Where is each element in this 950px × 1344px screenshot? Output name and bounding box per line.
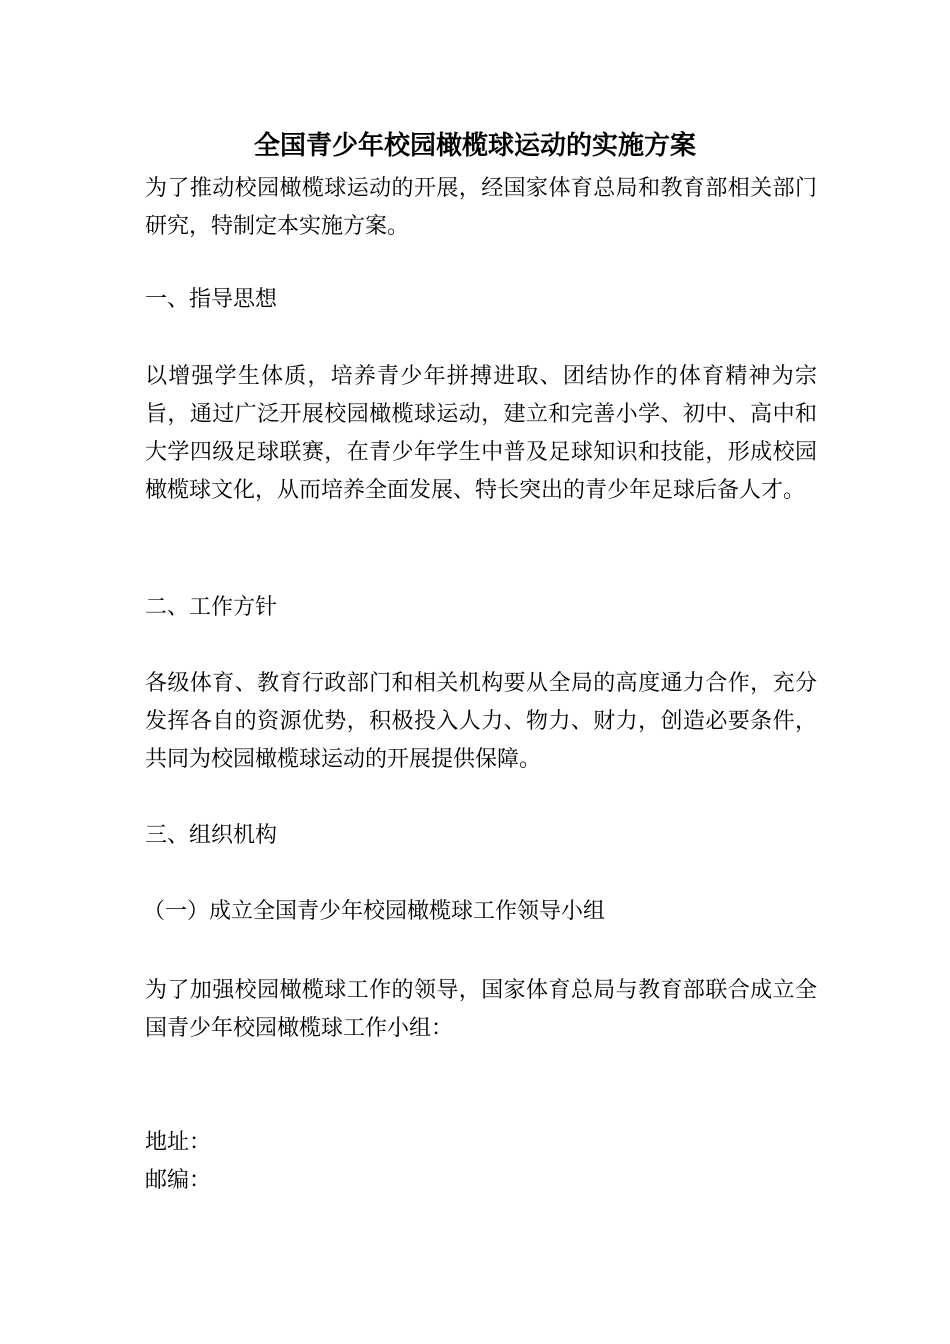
section-3-body: 为了加强校园橄榄球工作的领导，国家体育总局与教育部联合成立全国青少年校园橄榄球工作小组： (145, 978, 817, 1041)
section-3-heading: 三、组织机构 (145, 823, 278, 848)
section-1-heading: 一、指导思想 (145, 287, 278, 312)
section-3-subheading: （一）成立全国青少年校园橄榄球工作领导小组 (143, 899, 606, 924)
document-title: 全国青少年校园橄榄球运动的实施方案 (253, 131, 696, 161)
section-2-body: 各级体育、教育行政部门和相关机构要从全局的高度通力合作，充分发挥各自的资源优势，积极投入人力、物力、财力，创造必要条件，共同为校园橄榄球运动的开展提供保障。 (145, 671, 817, 772)
address-label: 地址： (145, 1130, 212, 1155)
section-1-body: 以增强学生体质，培养青少年拼搏进取、团结协作的体育精神为宗旨，通过广泛开展校园橄榄球运动，建立和完善小学、初中、高中和大学四级足球联赛，在青少年学生中普及足球知识和技能，形成校园橄榄球文化，从而培养全面发展、特长突出的青少年足球后备人才。 (145, 364, 817, 503)
postcode-label: 邮编： (145, 1168, 212, 1193)
intro-paragraph: 为了推动校园橄榄球运动的开展，经国家体育总局和教育部相关部门研究，特制定本实施方案。 (145, 176, 817, 239)
section-2-heading: 二、工作方针 (145, 595, 278, 620)
